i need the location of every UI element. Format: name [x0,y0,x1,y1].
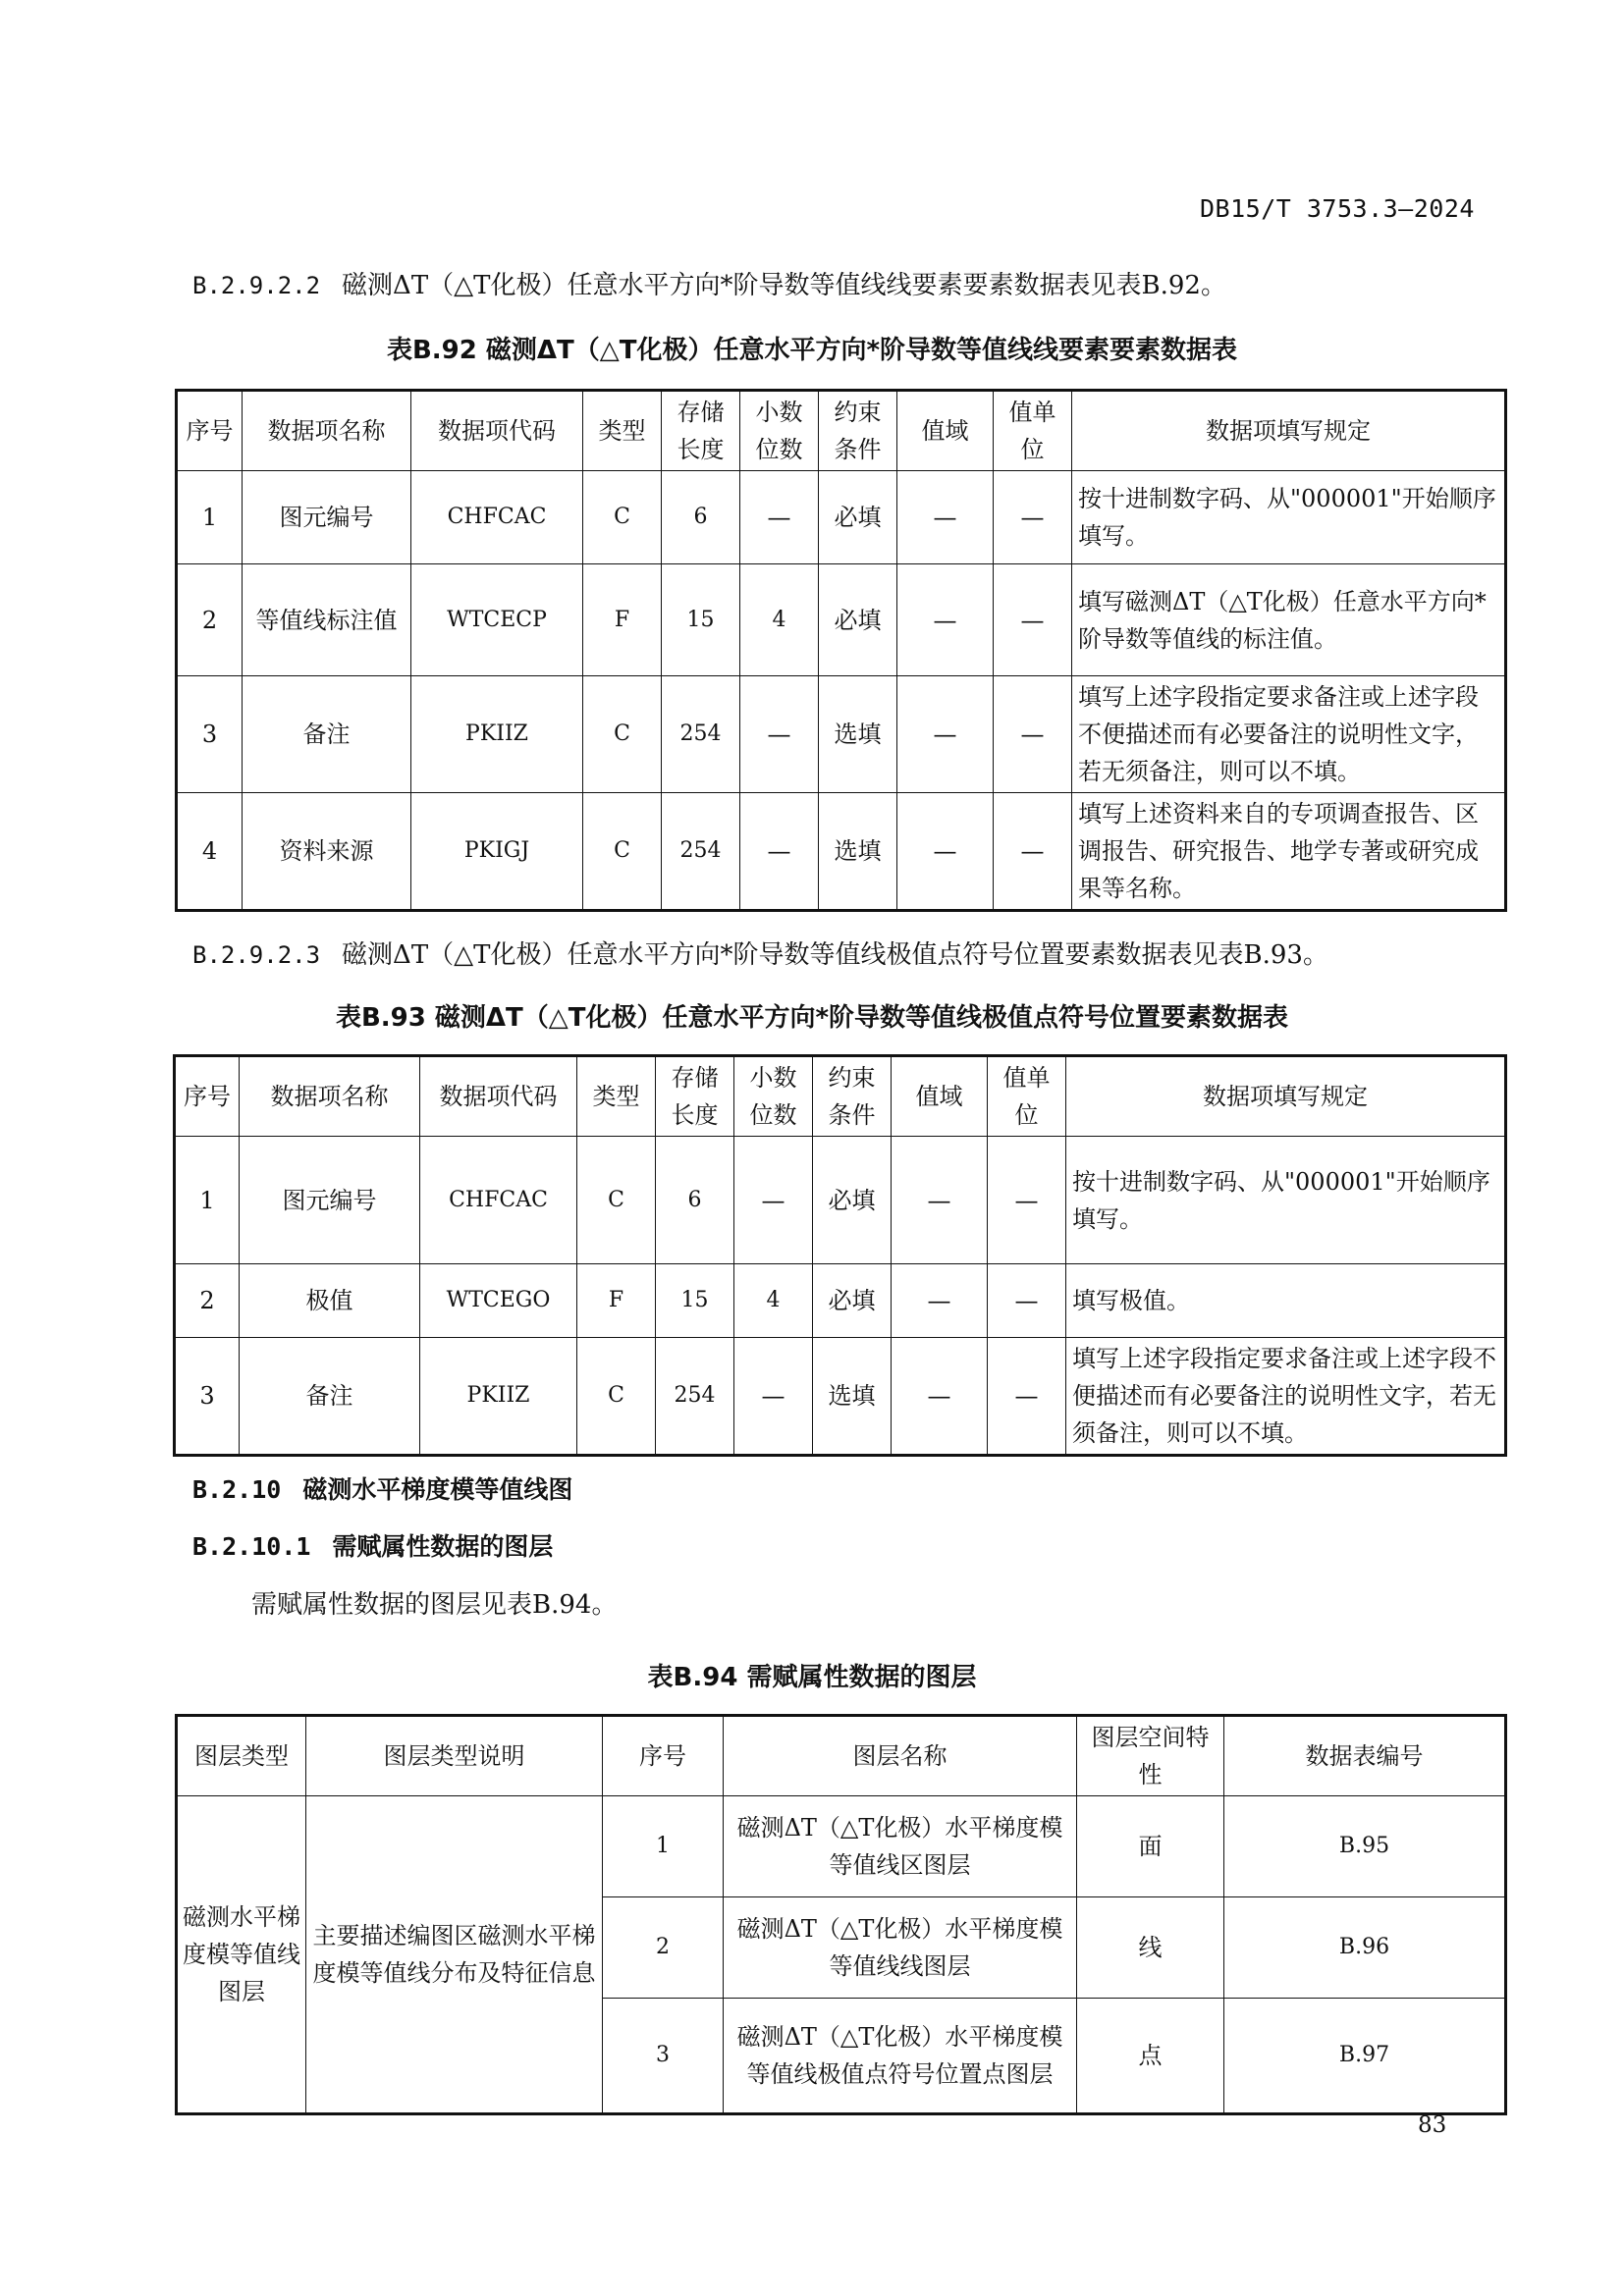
table-cell: — [994,793,1072,911]
table-cell: 填写极值。 [1066,1264,1506,1338]
table-cell: 2 [175,1264,240,1338]
table-cell: PKIIZ [411,676,583,793]
header-cell: 序号 [175,1056,240,1137]
header-cell: 值单位 [988,1056,1066,1137]
table-cell: 图元编号 [243,471,411,564]
table-b92 [175,389,1507,912]
table-cell: 6 [656,1137,734,1264]
table-cell: C [577,1338,656,1456]
table-row [177,1796,1506,1897]
table-b93-caption: 表B.93 磁测ΔT（△T化极）任意水平方向*阶导数等值线极值点符号位置要素数据表 [335,1003,1289,1033]
section-number: B.2.10 [192,1475,282,1504]
header-cell: 数据项名称 [240,1056,420,1137]
table-b93 [173,1054,1507,1457]
table-cell: 6 [662,471,740,564]
table-cell: B.97 [1224,1999,1506,2114]
table-cell: 填写上述资料来自的专项调查报告、区调报告、研究报告、地学专著或研究成果等名称。 [1072,793,1506,911]
table-cell: 点 [1077,1999,1224,2114]
header-cell: 数据项名称 [243,391,411,471]
table-cell: B.95 [1224,1796,1506,1897]
table-cell: — [892,1264,988,1338]
table-b92-caption: 表B.92 磁测ΔT（△T化极）任意水平方向*阶导数等值线线要素要素数据表 [386,336,1238,365]
table-cell: — [740,793,819,911]
section-number: B.2.10.1 [192,1532,311,1561]
header-cell: 存储长度 [662,391,740,471]
table-cell: 15 [662,564,740,676]
table-cell: 4 [177,793,243,911]
table-cell: 线 [1077,1897,1224,1999]
table-cell: 填写磁测ΔT（△T化极）任意水平方向*阶导数等值线的标注值。 [1072,564,1506,676]
section-number: B.2.9.2.3 [192,941,321,969]
table-cell: PKIGJ [411,793,583,911]
header-cell: 约束条件 [819,391,897,471]
header-cell: 数据表编号 [1224,1716,1506,1796]
table-cell: 按十进制数字码、从"000001"开始顺序填写。 [1072,471,1506,564]
table-cell: 备注 [243,676,411,793]
header-cell: 值域 [897,391,994,471]
table-cell: 4 [734,1264,813,1338]
header-cell: 小数位数 [740,391,819,471]
table-row [177,676,1506,793]
table-cell: — [740,676,819,793]
table-cell: 必填 [819,471,897,564]
section-text: 需赋属性数据的图层 [332,1532,554,1561]
table-cell: — [897,793,994,911]
table-cell: C [583,471,662,564]
header-cell: 类型 [583,391,662,471]
section-number: B.2.9.2.2 [192,272,321,299]
table-row [175,1338,1506,1456]
table-cell: 选填 [819,676,897,793]
header-cell: 序号 [177,391,243,471]
section-text: 磁测ΔT（△T化极）任意水平方向*阶导数等值线极值点符号位置要素数据表见表B.93。 [342,940,1328,970]
section-text: 磁测水平梯度模等值线图 [302,1475,573,1504]
table-cell: 3 [177,676,243,793]
layer-desc-cell: 主要描述编图区磁测水平梯度模等值线分布及特征信息 [306,1796,603,2114]
table-cell: 4 [740,564,819,676]
table-cell: CHFCAC [411,471,583,564]
section-text: 磁测ΔT（△T化极）任意水平方向*阶导数等值线线要素要素数据表见表B.92。 [342,271,1226,300]
table-cell: 3 [175,1338,240,1456]
section-b2922 [192,265,1226,301]
table-cell: WTCECP [411,564,583,676]
table-header-row [177,1716,1506,1796]
table-cell: 等值线标注值 [243,564,411,676]
table-cell: F [583,564,662,676]
table-cell: — [994,676,1072,793]
table-cell: — [740,471,819,564]
table-cell: 254 [662,676,740,793]
table-cell: 15 [656,1264,734,1338]
header-cell: 存储长度 [656,1056,734,1137]
table-header-row [177,391,1506,471]
table-row [177,793,1506,911]
table-row [177,564,1506,676]
header-cell: 类型 [577,1056,656,1137]
table-cell: 极值 [240,1264,420,1338]
table-row [175,1137,1506,1264]
table-row [175,1264,1506,1338]
table-cell: — [897,471,994,564]
header-cell: 小数位数 [734,1056,813,1137]
table-cell: — [734,1338,813,1456]
table-cell: — [897,564,994,676]
table-cell: 填写上述字段指定要求备注或上述字段不便描述而有必要备注的说明性文字，若无须备注，则可以不填。 [1072,676,1506,793]
header-cell: 序号 [603,1716,724,1796]
header-cell: 值域 [892,1056,988,1137]
page-number: 83 [1418,2112,1447,2138]
table-cell: 填写上述字段指定要求备注或上述字段不便描述而有必要备注的说明性文字，若无须备注，则可以不填。 [1066,1338,1506,1456]
table-cell: 2 [177,564,243,676]
header-cell: 值单位 [994,391,1072,471]
table-cell: 254 [656,1338,734,1456]
table-cell: 选填 [813,1338,892,1456]
table-cell: 按十进制数字码、从"000001"开始顺序填写。 [1066,1137,1506,1264]
table-cell: 磁测ΔT（△T化极）水平梯度模等值线线图层 [724,1897,1077,1999]
table-cell: 图元编号 [240,1137,420,1264]
table-cell: — [988,1264,1066,1338]
table-cell: 必填 [819,564,897,676]
table-cell: — [994,471,1072,564]
document-id: DB15/T 3753.3—2024 [1200,194,1475,223]
table-cell: 1 [175,1137,240,1264]
table-cell: C [577,1137,656,1264]
section-b2101 [192,1527,553,1563]
section-b2923 [192,934,1328,971]
table-cell: — [897,676,994,793]
table-b94 [175,1714,1507,2115]
table-cell: 1 [603,1796,724,1897]
table-cell: 254 [662,793,740,911]
table-cell: B.96 [1224,1897,1506,1999]
table-cell: — [994,564,1072,676]
table-cell: — [892,1338,988,1456]
header-cell: 图层名称 [724,1716,1077,1796]
table-cell: 磁测ΔT（△T化极）水平梯度模等值线极值点符号位置点图层 [724,1999,1077,2114]
paragraph-b94: 需赋属性数据的图层见表B.94。 [251,1590,618,1620]
table-cell: — [892,1137,988,1264]
header-cell: 数据项填写规定 [1072,391,1506,471]
table-cell: PKIIZ [420,1338,577,1456]
table-header-row [175,1056,1506,1137]
section-b210 [192,1470,572,1506]
table-cell: 2 [603,1897,724,1999]
table-cell: 必填 [813,1137,892,1264]
header-cell: 数据项代码 [411,391,583,471]
table-cell: CHFCAC [420,1137,577,1264]
header-cell: 图层类型 [177,1716,306,1796]
header-cell: 图层空间特性 [1077,1716,1224,1796]
table-row [177,471,1506,564]
table-cell: 磁测ΔT（△T化极）水平梯度模等值线区图层 [724,1796,1077,1897]
table-cell: — [988,1137,1066,1264]
header-cell: 数据项填写规定 [1066,1056,1506,1137]
table-cell: 面 [1077,1796,1224,1897]
table-cell: 3 [603,1999,724,2114]
table-cell: F [577,1264,656,1338]
table-cell: — [988,1338,1066,1456]
table-cell: WTCEGO [420,1264,577,1338]
header-cell: 图层类型说明 [306,1716,603,1796]
header-cell: 数据项代码 [420,1056,577,1137]
table-cell: 备注 [240,1338,420,1456]
table-cell: C [583,676,662,793]
table-cell: 选填 [819,793,897,911]
table-cell: 资料来源 [243,793,411,911]
table-b94-caption: 表B.94 需赋属性数据的图层 [647,1663,977,1692]
header-cell: 约束条件 [813,1056,892,1137]
table-cell: 1 [177,471,243,564]
layer-type-cell: 磁测水平梯度模等值线图层 [177,1796,306,2114]
table-cell: — [734,1137,813,1264]
table-cell: C [583,793,662,911]
table-cell: 必填 [813,1264,892,1338]
